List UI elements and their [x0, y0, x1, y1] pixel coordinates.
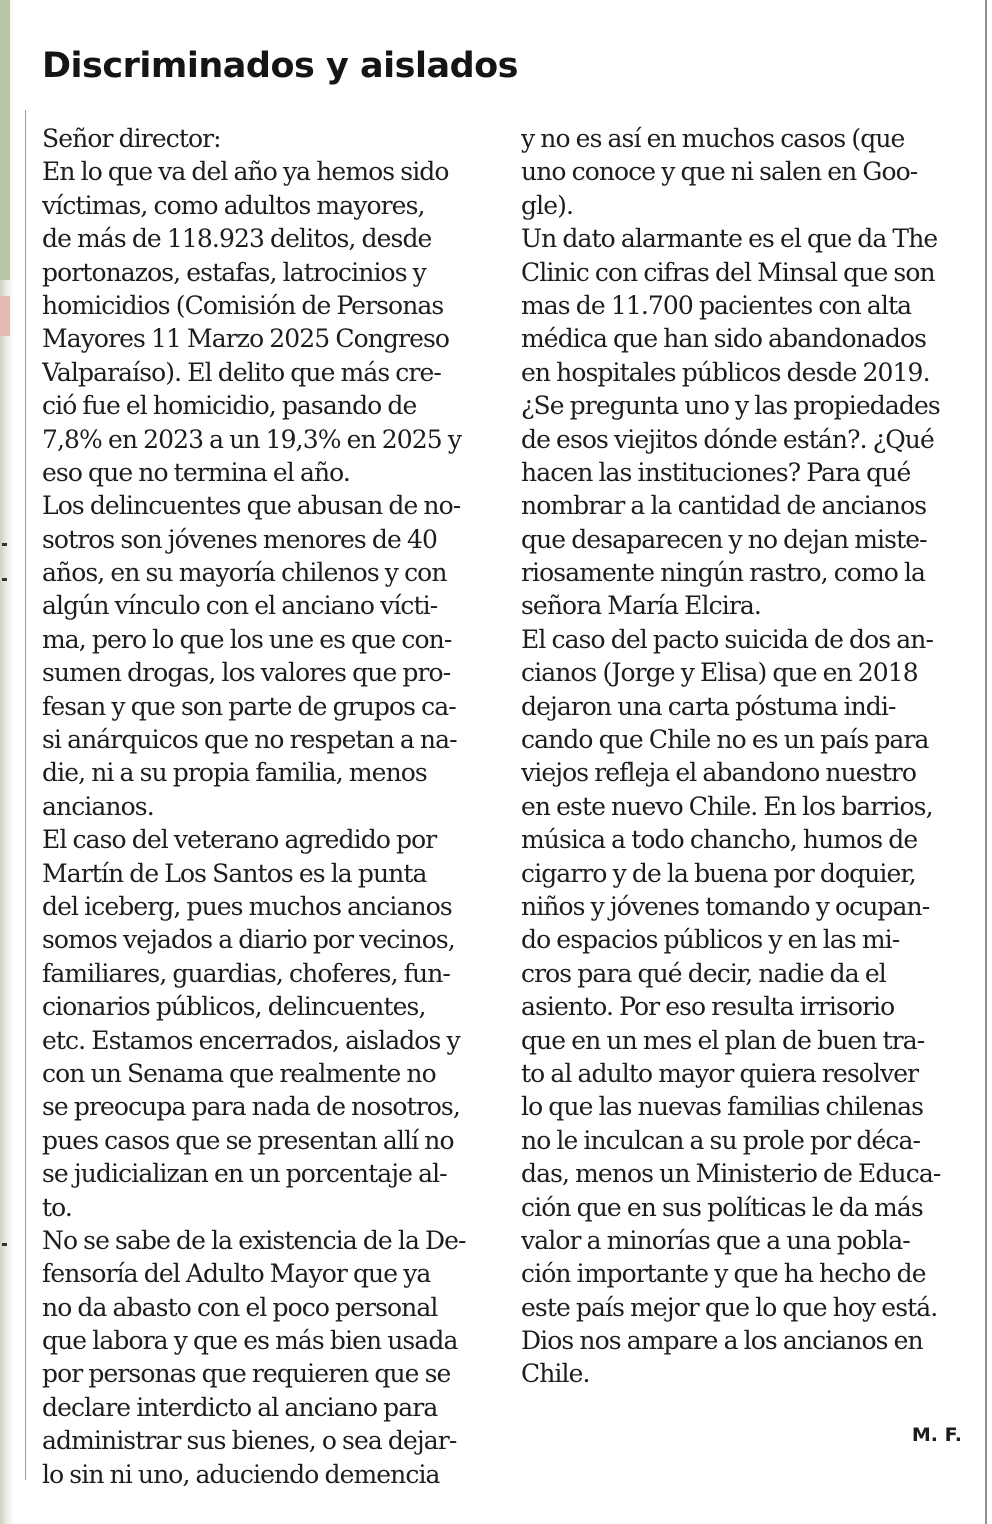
text-line: die, ni a su propia familia, menos: [42, 758, 427, 788]
text-line: que desaparecen y no dejan miste-: [521, 524, 927, 554]
text-line: que en un mes el plan de buen tra-: [521, 1025, 925, 1055]
text-line: viejos refleja el abandono nuestro: [521, 758, 916, 788]
text-line: señora María Elcira.: [521, 591, 761, 621]
text-line: cando que Chile no es un país para: [521, 725, 929, 755]
text-line: cigarro y de la buena por doquier,: [521, 858, 916, 888]
text-line: se preocupa para nada de nosotros,: [42, 1092, 460, 1122]
text-line: portonazos, estafas, latrocinios y: [42, 257, 426, 287]
text-line: por personas que requieren que se: [42, 1359, 451, 1389]
text-line: Los delincuentes que abusan de no-: [42, 491, 461, 521]
text-line: y no es así en muchos casos (que: [521, 124, 905, 153]
text-line: hacen las instituciones? Para qué: [521, 457, 911, 487]
text-line: fesan y que son parte de grupos ca-: [42, 691, 456, 721]
text-line: to.: [42, 1192, 72, 1222]
text-line: si anárquicos que no respetan a na-: [42, 725, 457, 755]
text-line: ancianos.: [42, 791, 154, 821]
text-line: familiares, guardias, choferes, fun-: [42, 958, 450, 988]
text-line: algún vínculo con el anciano vícti-: [42, 591, 438, 621]
text-line: pues casos que se presentan allí no: [42, 1125, 454, 1155]
text-line: cionarios públicos, delincuentes,: [42, 992, 426, 1022]
text-line: ción importante y que ha hecho de: [521, 1259, 926, 1289]
text-line: das, menos un Ministerio de Educa-: [521, 1159, 941, 1189]
text-line: cros para qué decir, nadie da el: [521, 958, 886, 988]
text-line: ma, pero lo que los une es que con-: [42, 624, 452, 654]
text-line: este país mejor que lo que hoy está.: [521, 1292, 938, 1322]
text-line: música a todo chancho, humos de: [521, 825, 918, 855]
headline: Discriminados y aislados: [42, 46, 519, 86]
text-line: cianos (Jorge y Elisa) que en 2018: [521, 658, 918, 688]
text-line: Martín de Los Santos es la punta: [42, 858, 427, 888]
text-line: niños y jóvenes tomando y ocupan-: [521, 891, 930, 921]
text-line: Dios nos ampare a los ancianos en: [521, 1326, 923, 1356]
text-line: valor a minorías que a una pobla-: [521, 1225, 910, 1255]
text-line: homicidios (Comisión de Personas: [42, 290, 444, 320]
text-line: Valparaíso). El delito que más cre-: [42, 357, 441, 387]
text-line: Chile.: [521, 1359, 590, 1389]
text-line: En lo que va del año ya hemos sido: [42, 157, 449, 187]
text-line: etc. Estamos encerrados, aislados y: [42, 1025, 460, 1055]
text-line: del iceberg, pues muchos ancianos: [42, 891, 452, 921]
text-line: víctimas, como adultos mayores,: [42, 190, 425, 220]
text-column-left: [42, 122, 488, 1491]
text-line: somos vejados a diario por vecinos,: [42, 925, 455, 955]
text-line: se judicializan en un porcentaje al-: [42, 1159, 447, 1189]
text-line: 7,8% en 2023 a un 19,3% en 2025 y: [42, 424, 462, 454]
text-line: de esos viejitos dónde están?. ¿Qué: [521, 424, 934, 454]
adjacent-page-mark: [2, 1243, 7, 1246]
text-line: lo sin ni uno, aduciendo demencia: [42, 1459, 440, 1489]
text-line: ció fue el homicidio, pasando de: [42, 391, 417, 421]
text-line: lo que las nuevas familias chilenas: [521, 1092, 924, 1122]
text-line: sumen drogas, los valores que pro-: [42, 658, 451, 688]
text-line: dejaron una carta póstuma indi-: [521, 691, 896, 721]
text-line: nombrar a la cantidad de ancianos: [521, 491, 927, 521]
text-line: fensoría del Adulto Mayor que ya: [42, 1259, 431, 1289]
adjacent-page-strip: [0, 0, 10, 280]
text-line: no le inculcan a su prole por déca-: [521, 1125, 921, 1155]
right-border-rule: [985, 0, 987, 1524]
text-line: asiento. Por eso resulta irrisorio: [521, 992, 895, 1022]
text-line: con un Senama que realmente no: [42, 1058, 436, 1088]
text-line: declare interdicto al anciano para: [42, 1392, 438, 1422]
text-line: mas de 11.700 pacientes con alta: [521, 290, 912, 320]
text-line: No se sabe de la existencia de la De-: [42, 1225, 466, 1255]
text-line: médica que han sido abandonados: [521, 324, 927, 354]
text-line: El caso del veterano agredido por: [42, 825, 437, 855]
column-rule: [25, 110, 26, 1480]
text-line: Mayores 11 Marzo 2025 Congreso: [42, 324, 450, 354]
text-line: Clinic con cifras del Minsal que son: [521, 257, 935, 287]
text-line: El caso del pacto suicida de dos an-: [521, 624, 934, 654]
text-line: ción que en sus políticas le da más: [521, 1192, 923, 1222]
text-line: administrar sus bienes, o sea dejar-: [42, 1426, 457, 1456]
text-line: en hospitales públicos desde 2019.: [521, 357, 930, 387]
adjacent-page-strip: [0, 296, 10, 336]
text-line: no da abasto con el poco personal: [42, 1292, 438, 1322]
text-line: Un dato alarmante es el que da The: [521, 224, 938, 254]
text-line: riosamente ningún rastro, como la: [521, 558, 926, 588]
text-line: eso que no termina el año.: [42, 457, 350, 487]
text-line: de más de 118.923 delitos, desde: [42, 224, 432, 254]
text-line: en este nuevo Chile. En los barrios,: [521, 791, 933, 821]
text-line: años, en su mayoría chilenos y con: [42, 558, 447, 588]
adjacent-page-mark: [2, 543, 7, 546]
text-line: que labora y que es más bien usada: [42, 1326, 458, 1356]
text-column-right: [521, 122, 967, 1391]
text-line: uno conoce y que ni salen en Goo-: [521, 157, 918, 187]
text-line: ¿Se pregunta uno y las propiedades: [521, 391, 940, 421]
text-line: to al adulto mayor quiera resolver: [521, 1058, 919, 1088]
author-signature: M. F.: [911, 1424, 962, 1446]
text-line: gle).: [521, 190, 573, 220]
text-line: Señor director:: [42, 124, 221, 153]
text-line: sotros son jóvenes menores de 40: [42, 524, 437, 554]
adjacent-page-mark: [2, 578, 7, 581]
text-line: do espacios públicos y en las mi-: [521, 925, 900, 955]
